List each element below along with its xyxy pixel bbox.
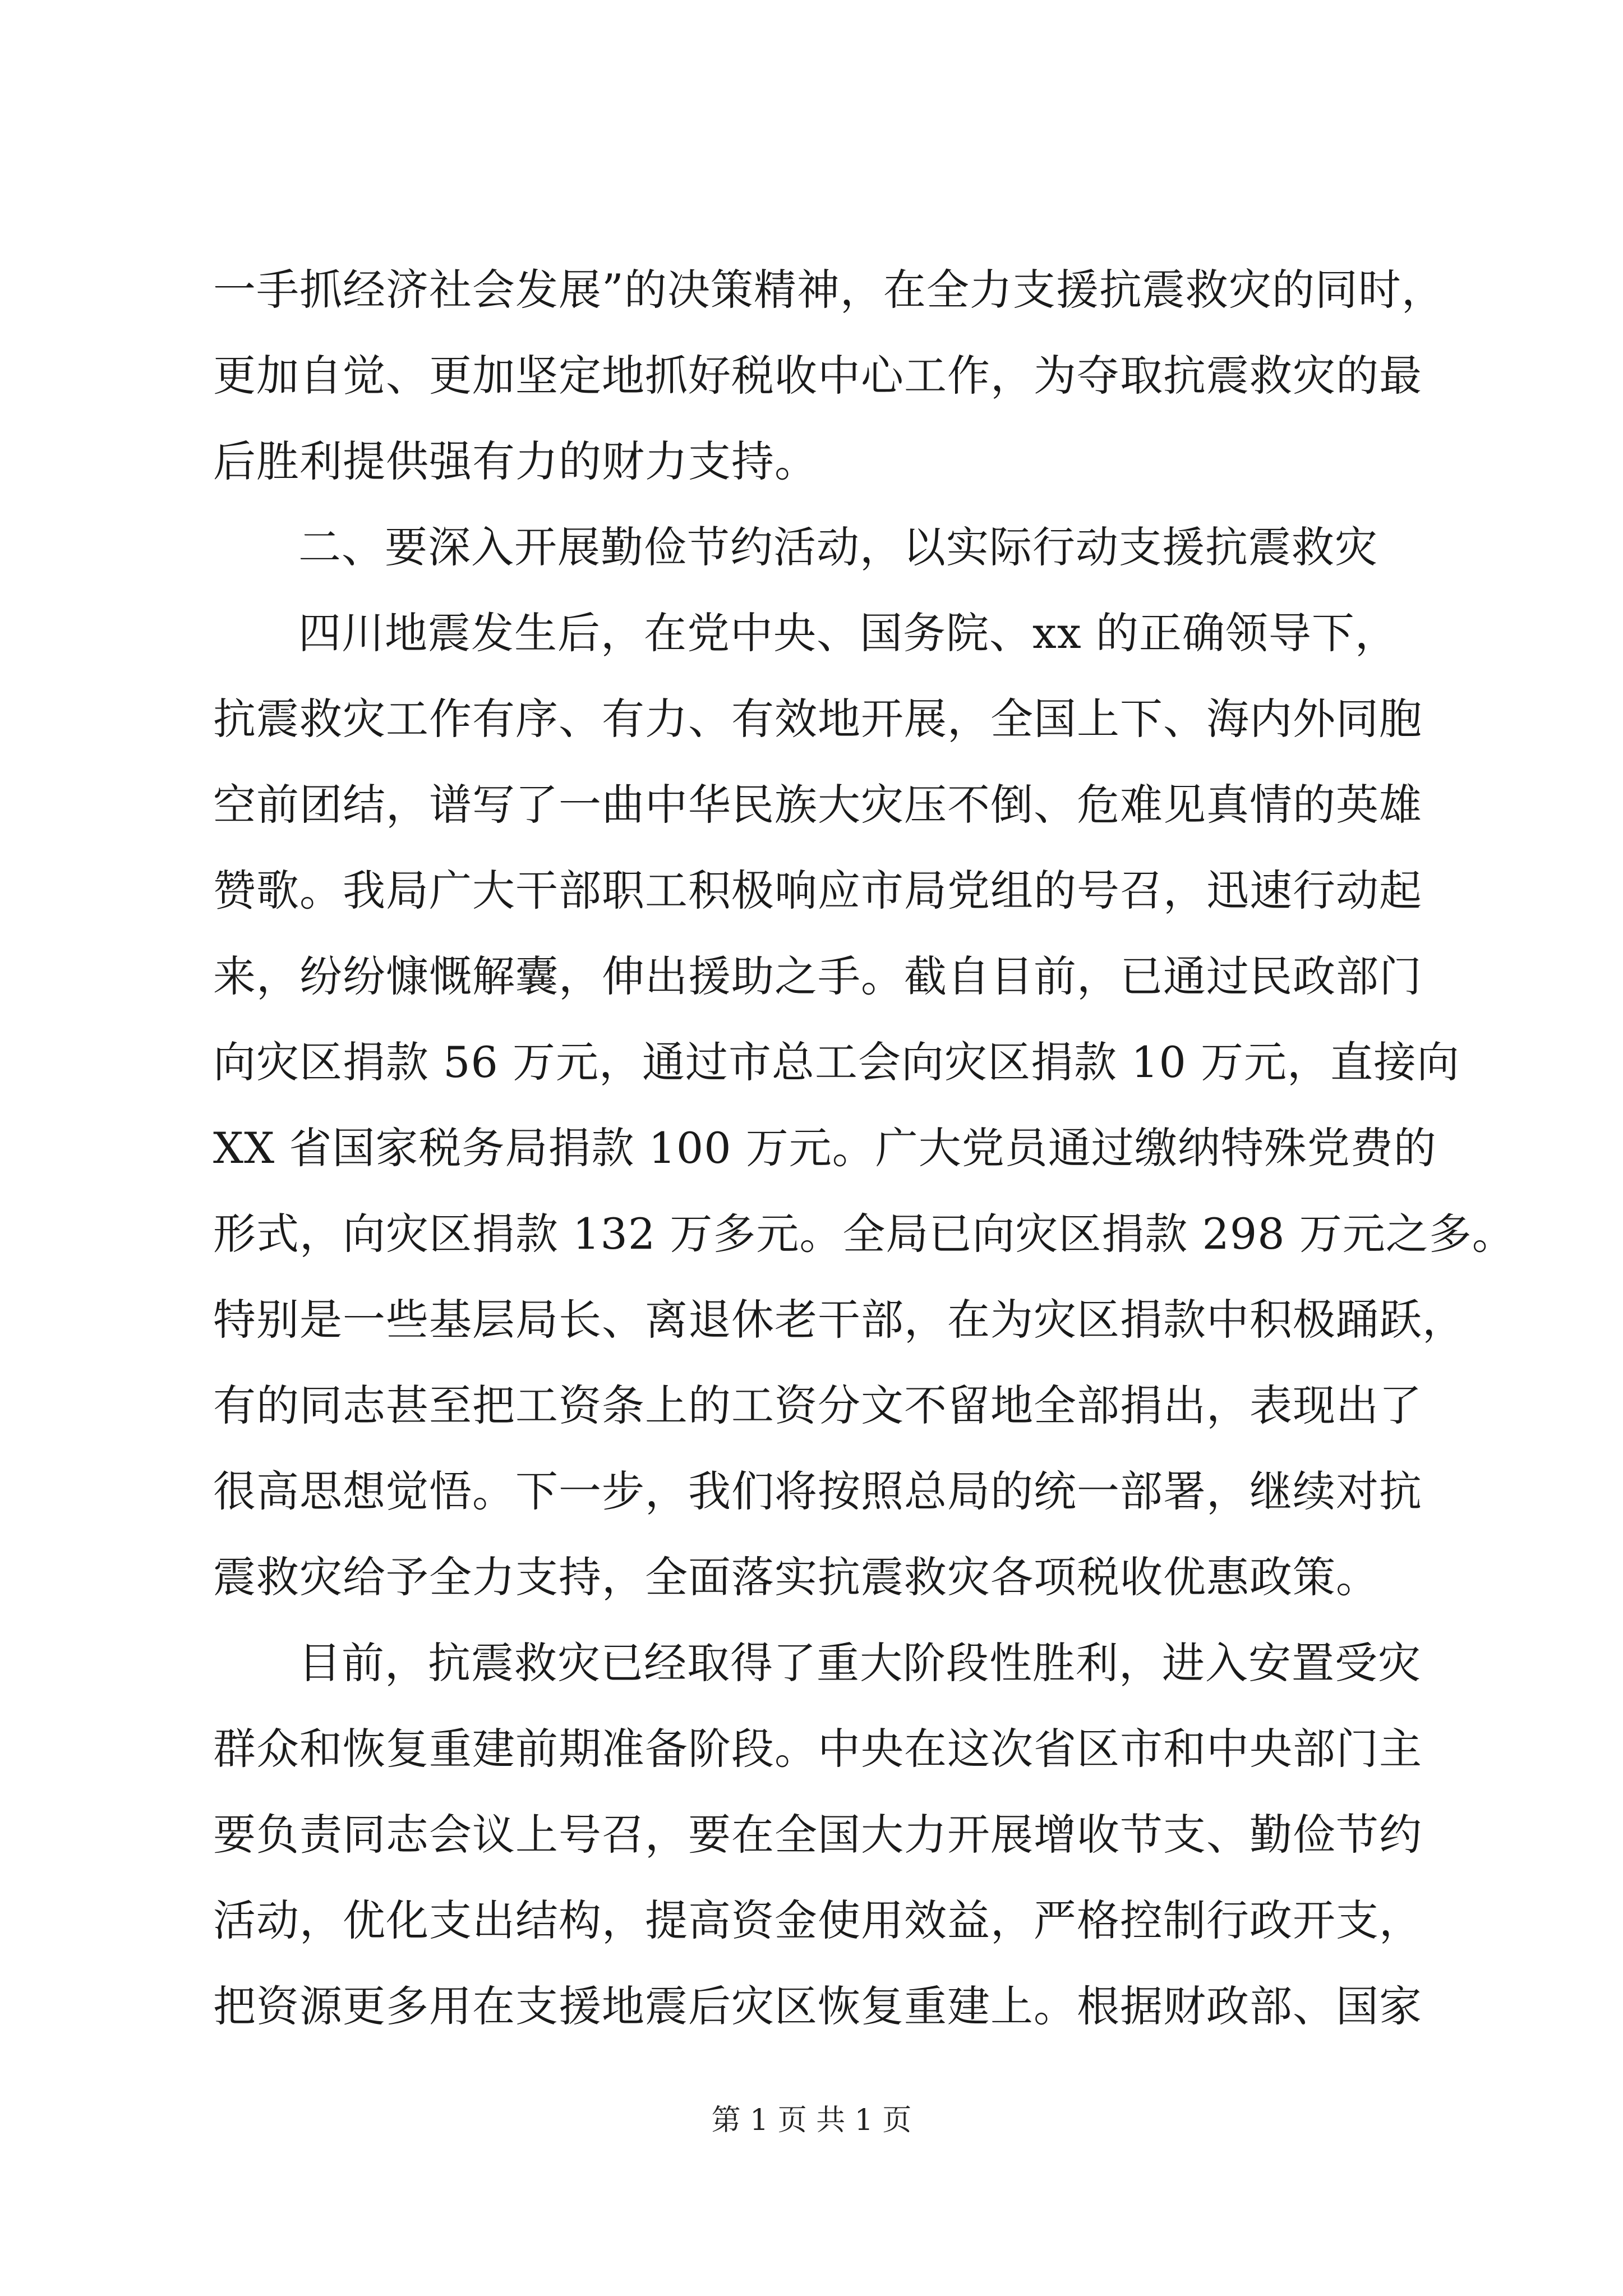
text-line-18: 群众和恢复重建前期准备阶段。中央在这次省区市和中央部门主 xyxy=(213,1724,1422,1774)
text-line-3: 后胜利提供强有力的财力支持。 xyxy=(213,436,818,486)
text-line-9: 来，纷纷慷慨解囊，伸出援助之手。截自目前，已通过民政部门 xyxy=(213,951,1422,1001)
text-line-19: 要负责同志会议上号召，要在全国大力开展增收节支、勤俭节约 xyxy=(213,1810,1422,1860)
text-line-17: 目前，抗震救灾已经取得了重大阶段性胜利，进入安置受灾 xyxy=(298,1638,1421,1688)
document-body xyxy=(213,247,1515,2049)
page-footer xyxy=(0,2101,1623,2140)
text-line-11: XX 省国家税务局捐款 100 万元。广大党员通过缴纳特殊党费的 xyxy=(213,1123,1437,1173)
text-line-12: 形式，向灾区捐款 132 万多元。全局已向灾区捐款 298 万元之多。 xyxy=(213,1209,1515,1259)
text-line-15: 很高思想觉悟。下一步，我们将按照总局的统一部署，继续对抗 xyxy=(213,1466,1422,1516)
page-number-label: 第 1 页 共 1 页 xyxy=(711,2104,912,2137)
text-line-14: 有的同志甚至把工资条上的工资分文不留地全部捐出，表现出了 xyxy=(213,1381,1422,1430)
text-line-16: 震救灾给予全力支持，全面落实抗震救灾各项税收优惠政策。 xyxy=(213,1552,1379,1602)
text-line-21: 把资源更多用在支援地震后灾区恢复重建上。根据财政部、国家 xyxy=(213,1981,1422,2031)
text-line-20: 活动，优化支出结构，提高资金使用效益，严格控制行政开支， xyxy=(213,1895,1422,1945)
text-line-1: 一手抓经济社会发展”的决策精神，在全力支援抗震救灾的同时， xyxy=(213,265,1445,315)
text-line-7: 空前团结，谱写了一曲中华民族大灾压不倒、危难见真情的英雄 xyxy=(213,780,1422,830)
text-line-8: 赞歌。我局广大干部职工积极响应市局党组的号召，迅速行动起 xyxy=(213,866,1422,915)
text-line-13: 特别是一些基层局长、离退休老干部，在为灾区捐款中积极踊跃， xyxy=(213,1295,1465,1345)
text-line-10: 向灾区捐款 56 万元，通过市总工会向灾区捐款 10 万元，直接向 xyxy=(213,1037,1460,1087)
section-heading: 二、要深入开展勤俭节约活动，以实际行动支援抗震救灾 xyxy=(298,522,1378,572)
text-line-6: 抗震救灾工作有序、有力、有效地开展，全国上下、海内外同胞 xyxy=(213,694,1422,744)
text-line-5: 四川地震发生后，在党中央、国务院、xx 的正确领导下， xyxy=(298,608,1398,658)
text-line-2: 更加自觉、更加坚定地抓好税收中心工作，为夺取抗震救灾的最 xyxy=(213,351,1422,401)
